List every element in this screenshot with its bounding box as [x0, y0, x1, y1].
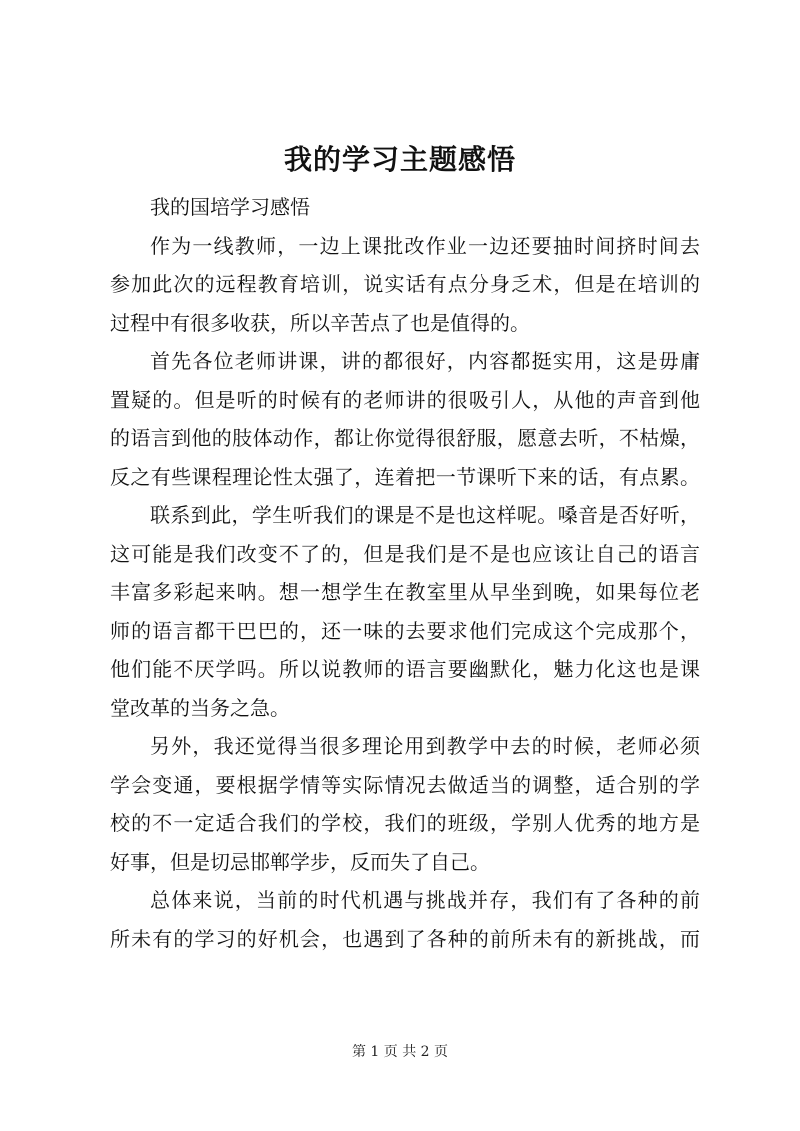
body-line-20: 所未有的学习的好机会，也遇到了各种的前所未有的新挑战，而	[110, 926, 700, 951]
body-line-2: 作为一线教师，一边上课批改作业一边还要抽时间挤时间去	[150, 233, 700, 258]
body-line-4: 过程中有很多收获，所以辛苦点了也是值得的。	[110, 310, 530, 335]
body-line-17: 校的不一定适合我们的学校，我们的班级，学别人优秀的地方是	[110, 811, 700, 835]
document-title: 我的学习主题感悟	[283, 143, 516, 176]
body-line-19: 总体来说，当前的时代机遇与挑战并存，我们有了各种的前	[150, 888, 700, 912]
body-line-16: 学会变通，要根据学情等实际情况去做适当的调整，适合别的学	[110, 772, 700, 797]
body-line-14: 堂改革的当务之急。	[110, 695, 290, 720]
body-line-9: 联系到此，学生听我们的课是不是也这样呢。嗓音是否好听，	[150, 503, 700, 527]
body-line-3: 参加此次的远程教育培训，说实话有点分身乏术，但是在培训的	[110, 272, 700, 296]
body-line-7: 的语言到他的肢体动作，都让你觉得很舒服，愿意去听，不枯燥，	[110, 426, 700, 450]
body-line-13: 他们能不厌学吗。所以说教师的语言要幽默化，魅力化这也是课	[110, 657, 700, 681]
body-line-12: 师的语言都干巴巴的，还一味的去要求他们完成这个完成那个，	[110, 618, 700, 643]
body-line-10: 这可能是我们改变不了的，但是我们是不是也应该让自己的语言	[110, 541, 700, 566]
body-line-1: 我的国培学习感悟	[150, 195, 310, 219]
body-line-15: 另外，我还觉得当很多理论用到教学中去的时候，老师必须	[150, 734, 700, 758]
body-line-8: 反之有些课程理论性太强了，连着把一节课听下来的话，有点累。	[110, 464, 700, 489]
body-line-5: 首先各位老师讲课，讲的都很好，内容都挺实用，这是毋庸	[150, 349, 700, 373]
body-line-18: 好事，但是切忌邯郸学步，反而失了自己。	[110, 849, 490, 874]
body-line-6: 置疑的。但是听的时候有的老师讲的很吸引人，从他的声音到他	[110, 387, 700, 412]
page-footer: 第 1 页 共 2 页	[351, 1044, 449, 1060]
body-line-11: 丰富多彩起来呐。想一想学生在教室里从早坐到晚，如果每位老	[110, 580, 700, 604]
document-body	[110, 188, 700, 958]
